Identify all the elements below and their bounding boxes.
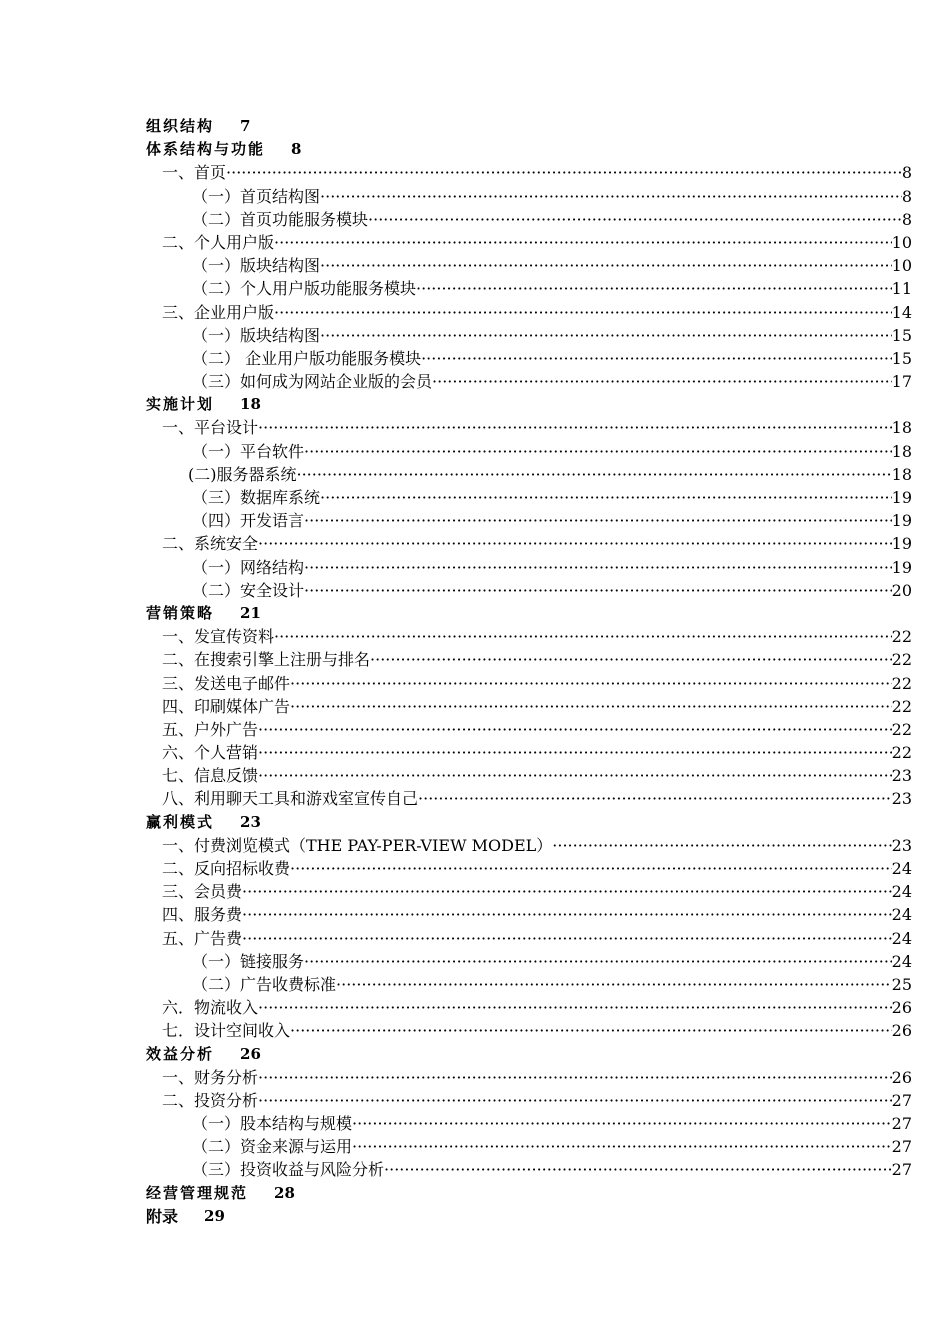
toc-entry-title: 赢利模式 xyxy=(146,812,215,831)
toc-entry[interactable] xyxy=(146,324,912,347)
toc-entry-page: 21 xyxy=(240,603,261,622)
dot-leader xyxy=(274,301,892,324)
toc-entry-page: 8 xyxy=(291,140,302,159)
toc-entry-page: 19 xyxy=(891,488,912,507)
toc-entry[interactable] xyxy=(146,718,912,741)
dot-leader xyxy=(258,1089,892,1112)
toc-entry[interactable] xyxy=(146,208,912,231)
toc-entry-page: 23 xyxy=(891,789,912,809)
toc-entry[interactable] xyxy=(146,1043,912,1066)
toc-entry-page: 18 xyxy=(891,464,912,484)
toc-entry-page: 15 xyxy=(891,348,912,368)
toc-entry-title: 五、户外广告 xyxy=(162,719,259,739)
toc-entry-title: 二、系统安全 xyxy=(162,534,259,554)
toc-entry-page: 22 xyxy=(891,696,912,716)
toc-entry-title: 效益分析 xyxy=(146,1044,215,1063)
toc-entry[interactable] xyxy=(146,1112,912,1135)
dot-leader xyxy=(242,903,892,926)
toc-entry-title: （二）个人用户版功能服务模块 xyxy=(192,279,417,299)
dot-leader xyxy=(242,880,892,903)
toc-entry[interactable] xyxy=(146,556,912,579)
toc-entry[interactable] xyxy=(146,602,912,625)
toc-entry[interactable] xyxy=(146,161,912,184)
dot-leader xyxy=(258,532,892,555)
dot-leader xyxy=(552,834,891,857)
toc-entry-title: 三、企业用户版 xyxy=(162,302,275,322)
toc-entry[interactable] xyxy=(146,579,912,602)
toc-entry-title: 二、个人用户版 xyxy=(162,232,275,252)
toc-entry-page: 22 xyxy=(891,743,912,763)
toc-entry[interactable] xyxy=(146,532,912,555)
toc-entry-title: 二、反向招标收费 xyxy=(162,859,291,878)
dot-leader xyxy=(416,277,892,300)
toc-entry[interactable] xyxy=(146,370,912,393)
toc-entry-title: （二）安全设计 xyxy=(192,580,305,600)
toc-entry-title: （一）链接服务 xyxy=(192,951,305,971)
toc-entry-page: 19 xyxy=(891,511,912,531)
toc-entry-title: 组织结构 xyxy=(146,117,215,135)
dot-leader xyxy=(290,1019,892,1042)
dot-leader xyxy=(320,486,892,509)
toc-entry-title: 七．设计空间收入 xyxy=(162,1021,291,1041)
toc-entry-page: 20 xyxy=(891,580,912,600)
dot-leader xyxy=(370,648,892,671)
toc-entry[interactable] xyxy=(146,927,912,950)
toc-entry-page: 27 xyxy=(891,1090,912,1110)
toc-entry[interactable] xyxy=(146,416,912,439)
dot-leader xyxy=(290,672,892,695)
toc-entry-title: 二、投资分析 xyxy=(162,1090,259,1110)
toc-entry-title: 六、个人营销 xyxy=(162,743,259,763)
toc-entry-page: 26 xyxy=(891,1067,912,1087)
toc-entry[interactable] xyxy=(146,1182,912,1205)
toc-entry-page: 8 xyxy=(901,163,912,183)
dot-leader xyxy=(226,161,902,184)
toc-entry[interactable] xyxy=(146,811,912,834)
toc-entry-title: （四）开发语言 xyxy=(192,511,305,531)
dot-leader xyxy=(274,625,892,648)
toc-entry[interactable] xyxy=(146,393,912,416)
toc-entry[interactable] xyxy=(146,486,912,509)
toc-entry[interactable] xyxy=(146,880,912,903)
dot-leader xyxy=(304,556,892,579)
dot-leader xyxy=(258,1066,892,1089)
toc-entry[interactable] xyxy=(146,277,912,300)
toc-entry[interactable] xyxy=(146,741,912,764)
toc-entry-title: （二） 企业用户版功能服务模块 xyxy=(192,348,422,368)
toc-entry-page: 22 xyxy=(891,673,912,693)
toc-entry-title: 一、发宣传资料 xyxy=(162,627,275,647)
toc-entry-title: （三）投资收益与风险分析 xyxy=(192,1160,385,1180)
dot-leader xyxy=(368,208,902,231)
dot-leader xyxy=(320,185,902,208)
toc-entry[interactable] xyxy=(146,185,912,208)
dot-leader xyxy=(320,254,892,277)
dot-leader xyxy=(304,579,892,602)
toc-entry-page: 8 xyxy=(901,186,912,206)
toc-entry-page: 22 xyxy=(891,627,912,647)
toc-entry-page: 23 xyxy=(240,812,261,831)
toc-entry-title: （二）资金来源与运用 xyxy=(192,1137,353,1157)
toc-entry[interactable] xyxy=(146,695,912,718)
toc-entry[interactable] xyxy=(146,973,912,996)
toc-entry-title: （三）如何成为网站企业版的会员 xyxy=(192,372,433,392)
dot-leader xyxy=(304,950,892,973)
dot-leader xyxy=(258,764,892,787)
toc-entry-title: 六．物流收入 xyxy=(162,998,259,1018)
toc-entry[interactable] xyxy=(146,509,912,532)
toc-entry-title: 四、印刷媒体广告 xyxy=(162,696,291,716)
toc-entry[interactable] xyxy=(146,625,912,648)
toc-entry-page: 19 xyxy=(891,534,912,554)
dot-leader xyxy=(352,1135,892,1158)
toc-entry[interactable] xyxy=(146,1135,912,1158)
toc-entry-page: 25 xyxy=(891,974,912,994)
toc-entry[interactable] xyxy=(146,1089,912,1112)
toc-entry[interactable] xyxy=(146,138,912,161)
dot-leader xyxy=(320,324,892,347)
toc-entry-page: 23 xyxy=(891,766,912,786)
toc-entry-page: 29 xyxy=(204,1206,225,1225)
toc-entry-page: 24 xyxy=(891,928,912,948)
toc-entry-page: 27 xyxy=(891,1160,912,1180)
toc-entry[interactable] xyxy=(146,996,912,1019)
toc-entry-title: 一、财务分析 xyxy=(162,1067,259,1087)
toc-entry-page: 22 xyxy=(891,719,912,739)
dot-leader xyxy=(290,857,892,880)
toc-entry-title: 一、付费浏览模式（THE PAY-PER-VIEW MODEL） xyxy=(162,835,553,855)
dot-leader xyxy=(418,787,892,810)
dot-leader xyxy=(258,416,892,439)
toc-entry-page: 18 xyxy=(891,418,912,438)
toc-entry-page: 19 xyxy=(891,557,912,577)
dot-leader xyxy=(258,996,892,1019)
toc-entry-title: 三、会员费 xyxy=(162,882,243,902)
dot-leader xyxy=(258,741,892,764)
toc-entry[interactable] xyxy=(146,301,912,324)
toc-entry-title: （一）首页结构图 xyxy=(192,186,321,206)
toc-entry[interactable] xyxy=(146,903,912,926)
toc-entry[interactable] xyxy=(146,115,912,138)
toc-entry-page: 7 xyxy=(240,117,251,135)
toc-entry-title: 一、平台设计 xyxy=(162,418,259,438)
toc-entry-page: 24 xyxy=(891,905,912,925)
toc-entry-title: （一）网络结构 xyxy=(192,557,305,577)
dot-leader xyxy=(352,1112,892,1135)
toc-entry-title: （一）版块结构图 xyxy=(192,256,321,276)
toc-entry-page: 15 xyxy=(891,325,912,345)
toc-entry[interactable] xyxy=(146,950,912,973)
dot-leader xyxy=(258,718,892,741)
toc-entry-title: 经营管理规范 xyxy=(146,1183,249,1202)
toc-entry-page: 24 xyxy=(891,951,912,971)
toc-entry-page: 26 xyxy=(240,1044,261,1063)
toc-entry-title: （二）广告收费标准 xyxy=(192,974,337,994)
toc-entry-title: 营销策略 xyxy=(146,603,215,622)
dot-leader xyxy=(274,231,892,254)
toc-entry-page: 26 xyxy=(891,998,912,1018)
toc-entry[interactable] xyxy=(146,1158,912,1181)
toc-entry-title: (二)服务器系统 xyxy=(188,464,297,484)
dot-leader xyxy=(304,509,892,532)
dot-leader xyxy=(421,347,892,370)
toc-entry-page: 18 xyxy=(240,395,261,414)
toc-entry-title: 实施计划 xyxy=(146,395,215,414)
toc-entry-page: 28 xyxy=(274,1183,295,1202)
toc-entry-title: 附录 xyxy=(146,1206,179,1226)
toc-entry[interactable] xyxy=(146,1066,912,1089)
toc-entry-page: 8 xyxy=(901,209,912,229)
toc-entry-page: 11 xyxy=(891,279,912,299)
toc-entry-title: （三）数据库系统 xyxy=(192,488,321,507)
toc-entry-title: 一、首页 xyxy=(162,163,227,183)
dot-leader xyxy=(297,463,892,486)
toc-entry-page: 24 xyxy=(891,882,912,902)
toc-entry[interactable] xyxy=(146,347,912,370)
toc-entry-page: 23 xyxy=(891,835,912,855)
toc-entry-page: 26 xyxy=(891,1021,912,1041)
toc-entry[interactable] xyxy=(146,254,912,277)
toc-entry[interactable] xyxy=(146,440,912,463)
toc-entry[interactable] xyxy=(146,231,912,254)
toc-entry-page: 27 xyxy=(891,1114,912,1134)
toc-entry-title: 三、发送电子邮件 xyxy=(162,673,291,693)
dot-leader xyxy=(336,973,892,996)
toc-entry-page: 10 xyxy=(891,232,912,252)
toc-entry-page: 18 xyxy=(891,441,912,461)
toc-entry-title: （一）版块结构图 xyxy=(192,325,321,345)
toc-entry[interactable] xyxy=(146,1019,912,1042)
toc-entry-title: （一）平台软件 xyxy=(192,441,305,461)
toc-entry-page: 27 xyxy=(891,1137,912,1157)
toc-entry-title: （二）首页功能服务模块 xyxy=(192,209,369,229)
toc-entry[interactable] xyxy=(146,648,912,671)
toc-entry-title: 五、广告费 xyxy=(162,928,243,948)
toc-entry-title: 四、服务费 xyxy=(162,905,243,925)
toc-entry-title: 八、利用聊天工具和游戏室宣传自己 xyxy=(162,789,419,809)
toc-entry[interactable] xyxy=(146,463,912,486)
toc-entry-page: 14 xyxy=(891,302,912,322)
toc-entry[interactable] xyxy=(146,672,912,695)
toc-entry-title: 二、在搜索引擎上注册与排名 xyxy=(162,650,371,670)
toc-entry-title: 体系结构与功能 xyxy=(146,140,266,159)
toc-entry[interactable] xyxy=(146,834,912,857)
toc-entry-title: （一）股本结构与规模 xyxy=(192,1114,353,1134)
toc-entry[interactable] xyxy=(146,764,912,787)
toc-entry-page: 22 xyxy=(891,650,912,670)
dot-leader xyxy=(242,927,892,950)
dot-leader xyxy=(304,440,892,463)
toc-entry-page: 24 xyxy=(891,859,912,878)
dot-leader xyxy=(290,695,892,718)
table-of-contents xyxy=(146,115,912,1228)
toc-entry[interactable] xyxy=(146,857,912,880)
toc-entry[interactable] xyxy=(146,1205,912,1228)
dot-leader xyxy=(384,1158,892,1181)
dot-leader xyxy=(432,370,892,393)
toc-entry[interactable] xyxy=(146,787,912,810)
toc-entry-page: 17 xyxy=(891,372,912,392)
toc-entry-page: 10 xyxy=(891,256,912,276)
toc-entry-title: 七、信息反馈 xyxy=(162,766,259,786)
